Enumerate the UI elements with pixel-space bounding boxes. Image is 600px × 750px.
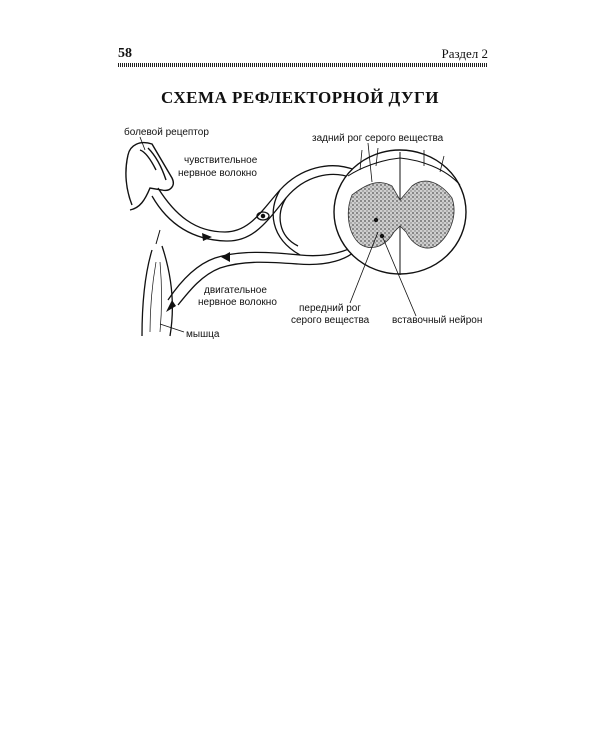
label-motor-fiber-2: нервное волокно [198,297,277,308]
spinal-ganglion [257,212,269,220]
muscle-drawing [142,230,172,336]
label-interneuron: вставочный нейрон [392,315,483,326]
label-ventral-horn-1: передний рог [299,303,361,314]
motor-arrow [221,252,230,262]
label-muscle: мышца [186,329,220,340]
diagram-title: СХЕМА РЕФЛЕКТОРНОЙ ДУГИ [161,88,439,107]
label-motor-fiber-1: двигательное [204,285,267,296]
label-ventral-horn-2: серого вещества [291,315,370,326]
motor-end-arrow [166,300,176,312]
page-number: 58 [118,46,132,61]
spinal-cord-section [334,148,466,275]
section-name: Раздел 2 [441,46,488,61]
nerve-loop [273,190,300,255]
label-sensory-fiber-1: чувствительное [184,155,258,166]
label-dorsal-horn: задний рог серого вещества [312,133,444,144]
motor-fiber [168,230,368,305]
label-sensory-fiber-2: нервное волокно [178,168,257,179]
label-pain-receptor: болевой рецептор [124,127,209,138]
